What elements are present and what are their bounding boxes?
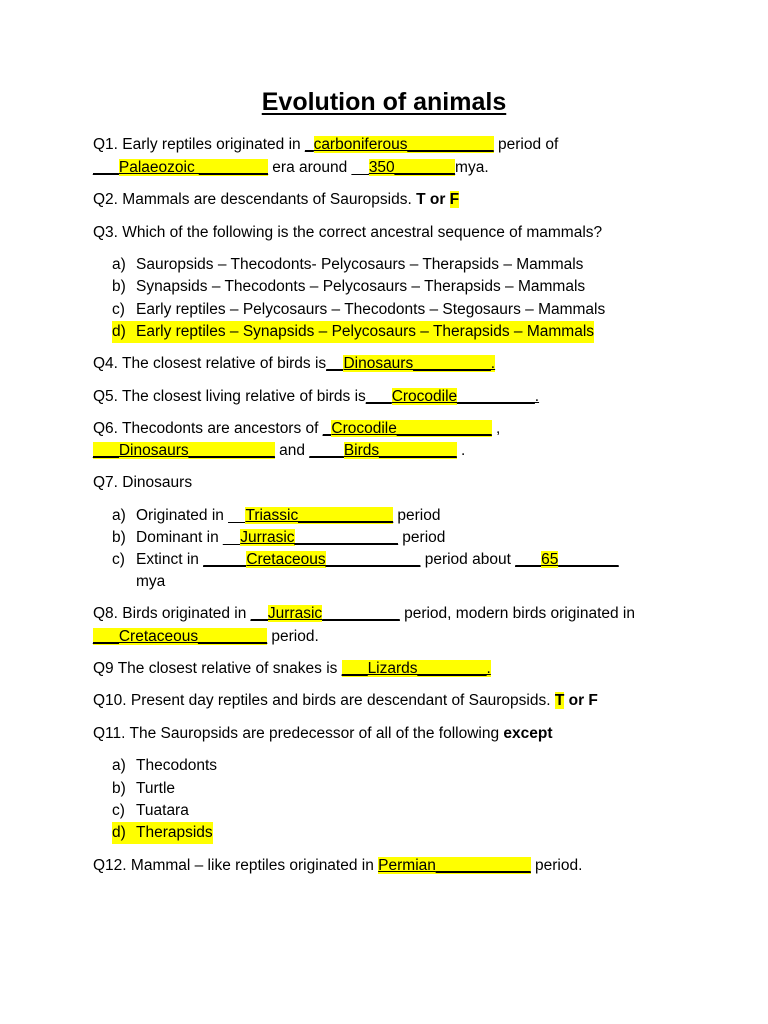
q2-answer-false: F	[449, 191, 460, 208]
q11-option-a	[112, 755, 217, 777]
q3-option-a	[112, 254, 583, 276]
q2-text: Q2. Mammals are descendants of Sauropsids.	[93, 191, 417, 208]
option-label: a)	[112, 256, 126, 273]
option-text: Early reptiles – Pelycosaurs – Thecodonts – Stegosaurs – Mammals	[136, 301, 606, 318]
q7-a-text: Originated in __	[136, 507, 246, 524]
q6-answer-dinosaurs: ___Dinosaurs__________	[93, 442, 275, 459]
q7-option-b	[112, 527, 445, 549]
q8-text: Q8. Birds originated in	[93, 605, 251, 622]
option-text: Tuatara	[136, 802, 189, 819]
q6-text: Q6. Thecodonts are ancestors of	[93, 420, 323, 437]
q11-text: Q11. The Sauropsids are predecessor of all of the following	[93, 725, 504, 742]
q5-answer-crocodile: Crocodile	[391, 388, 458, 405]
q1-text: Q1. Early reptiles originated in	[93, 136, 305, 153]
option-label: c)	[112, 802, 125, 819]
q7-option-c	[112, 549, 619, 571]
q7-option-a	[112, 505, 440, 527]
option-label: d)	[112, 323, 126, 340]
option-label: c)	[112, 301, 125, 318]
q8-blank: _________	[322, 605, 400, 622]
q10-answer-true: T	[554, 692, 565, 709]
q8-blank-prefix: __	[250, 605, 268, 622]
option-text: Turtle	[136, 780, 176, 797]
q1-answer-350: 350_______	[368, 159, 456, 176]
q3-line: Q3. Which of the following is the correct ancestral sequence of mammals?	[93, 224, 603, 241]
option-label: c)	[112, 551, 125, 568]
option-label: b)	[112, 278, 126, 295]
q1-blank-prefix: _	[304, 136, 314, 153]
q4-text: Q4. The closest relative of birds is	[93, 355, 327, 372]
option-label: b)	[112, 529, 126, 546]
q10-line	[93, 690, 598, 712]
q6-line-1	[93, 418, 500, 440]
q8-answer-jurrasic: Jurrasic	[267, 605, 323, 622]
q7-answer-triassic: Triassic___________	[245, 507, 394, 524]
q1-blank-prefix-2: ___	[93, 159, 119, 176]
q9-answer-lizards: ___Lizards________.	[341, 660, 491, 677]
q12-text: Q12. Mammal – like reptiles originated in	[93, 857, 379, 874]
q7-c-blank: ___________	[325, 551, 421, 568]
q5-line	[93, 386, 539, 408]
q12-line	[93, 855, 582, 877]
q7-b-blank: ____________	[294, 529, 398, 546]
q12-blank: ___________	[435, 857, 531, 874]
option-text: Thecodonts	[136, 757, 217, 774]
q10-text: Q10. Present day reptiles and birds are descendant of Sauropsids.	[93, 692, 555, 709]
option-text: Sauropsids – Thecodonts- Pelycosaurs – Therapsids – Mammals	[136, 256, 584, 273]
q3-option-d-answer	[112, 321, 594, 343]
q7-answer-65: 65	[541, 551, 559, 568]
q7-answer-jurrasic: Jurrasic	[240, 529, 295, 546]
q8-answer-cretaceous: ___Cretaceous________	[93, 628, 268, 645]
q11-option-b	[112, 778, 175, 800]
option-label: b)	[112, 780, 126, 797]
q2-line	[93, 189, 459, 211]
q11-option-d-answer	[112, 822, 213, 844]
q7-b-suffix: period	[397, 529, 446, 546]
q8-line-2	[93, 626, 319, 648]
option-text: Early reptiles – Synapsids – Pelycosaurs – Therapsids – Mammals	[136, 323, 595, 340]
q6-and: and	[274, 442, 310, 459]
q12-text-2: period.	[530, 857, 583, 874]
q3-option-b	[112, 276, 585, 298]
q1-answer-carboniferous: carboniferous__________	[313, 136, 494, 153]
q5-blank-prefix: ___	[365, 388, 392, 405]
option-label: a)	[112, 757, 126, 774]
q6-answer-birds: Birds_________	[343, 442, 457, 459]
q10-or-false: or F	[564, 692, 598, 709]
q5-text: Q5. The closest living relative of birds is	[93, 388, 366, 405]
q4-line	[93, 353, 495, 375]
q6-blank-prefix: _	[322, 420, 332, 437]
q1-line-2	[93, 157, 489, 179]
q1-text-2: period of	[493, 136, 559, 153]
q7-answer-cretaceous: Cretaceous	[246, 551, 326, 568]
q5-blank-suffix: _________.	[457, 388, 540, 405]
q6-answer-crocodile: Crocodile___________	[331, 420, 492, 437]
option-label: d)	[112, 824, 126, 841]
q7-c-blank-3: _______	[558, 551, 619, 568]
q11-line	[93, 723, 553, 745]
q12-answer-permian: Permian	[378, 857, 436, 874]
option-text: Synapsids – Thecodonts – Pelycosaurs – Therapsids – Mammals	[136, 278, 586, 295]
q4-answer-dinosaurs: Dinosaurs_________.	[343, 355, 496, 372]
option-label: a)	[112, 507, 126, 524]
q6-comma: ,	[491, 420, 501, 437]
q1-text-4: mya.	[455, 159, 489, 176]
q2-true-or: T or	[416, 191, 450, 208]
q11-option-c	[112, 800, 189, 822]
page-title: Evolution of animals	[261, 88, 507, 116]
q7-a-suffix: period	[393, 507, 441, 524]
q3-option-c	[112, 299, 605, 321]
q1-line-1	[93, 134, 558, 156]
q7-c-text: Extinct in	[136, 551, 204, 568]
q8-text-3: period.	[267, 628, 319, 645]
q7-c-blank-2: ___	[515, 551, 542, 568]
q9-text: Q9 The closest relative of snakes is	[93, 660, 342, 677]
q8-text-2: period, modern birds originated in	[399, 605, 635, 622]
q6-period: .	[456, 442, 466, 459]
q7-option-c-continued: mya	[136, 573, 166, 590]
q4-blank-prefix: __	[326, 355, 344, 372]
q8-line-1	[93, 603, 635, 625]
q6-line-2	[93, 440, 465, 462]
q7-c-middle: period about	[420, 551, 516, 568]
q11-except: except	[503, 725, 553, 742]
q6-blank-prefix-2: ____	[309, 442, 344, 459]
q7-b-text: Dominant in __	[136, 529, 241, 546]
q1-text-3: era around __	[267, 159, 369, 176]
q7-c-blank-prefix: _____	[203, 551, 247, 568]
option-text: Therapsids	[136, 824, 213, 841]
q7-line: Q7. Dinosaurs	[93, 474, 193, 491]
q9-line	[93, 658, 491, 680]
q1-answer-palaeozoic: Palaeozoic ________	[118, 159, 268, 176]
